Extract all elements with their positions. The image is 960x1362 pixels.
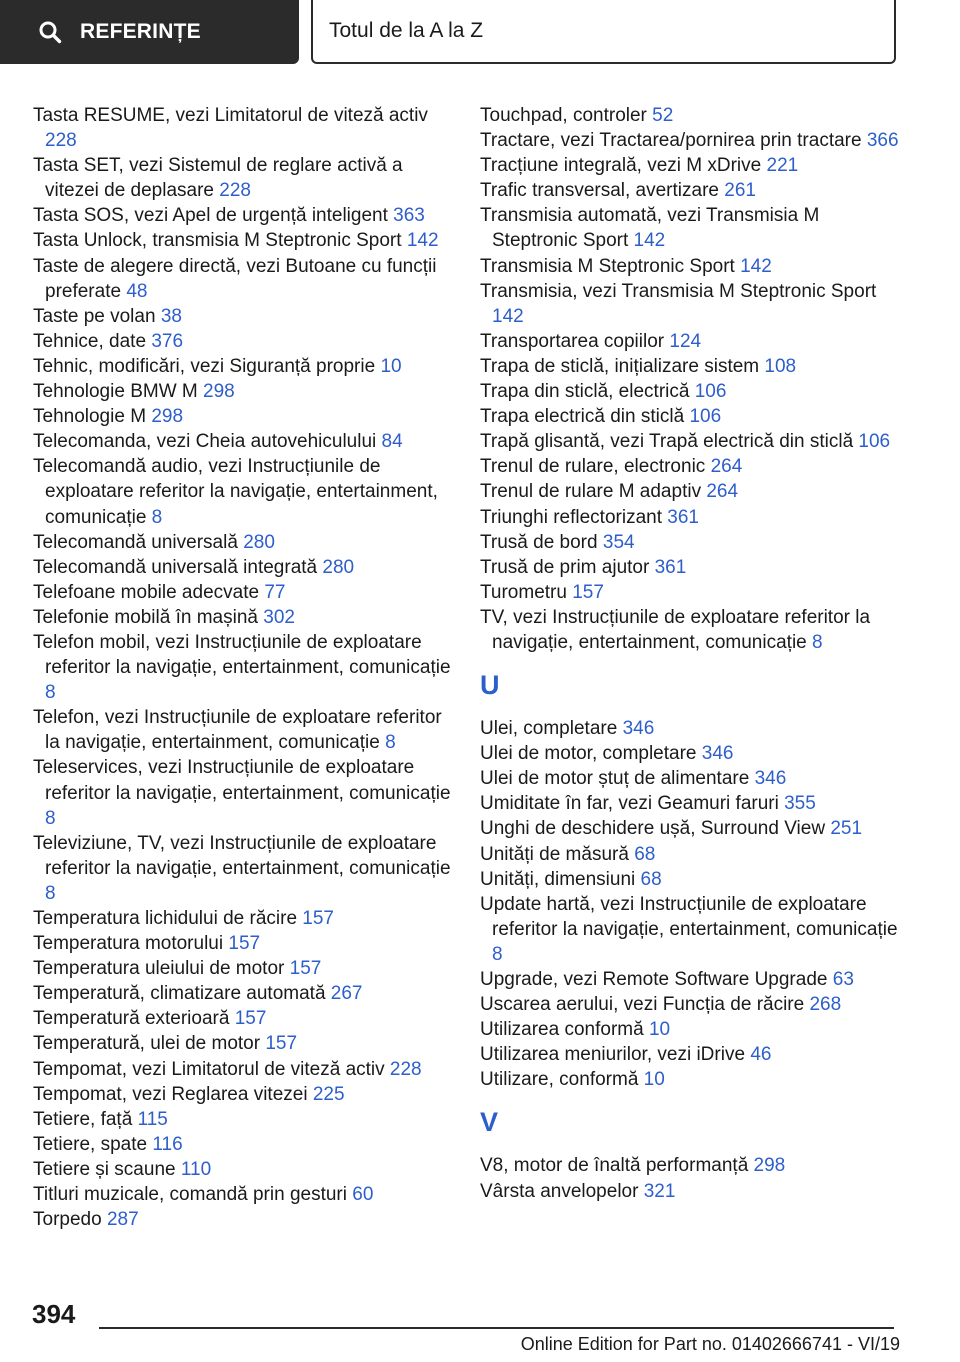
page-link[interactable]: 115 bbox=[137, 1108, 168, 1130]
index-entry-text: Tehnologie BMW M bbox=[33, 381, 198, 403]
page-link[interactable]: 142 bbox=[633, 230, 666, 252]
index-group-t bbox=[480, 103, 900, 655]
index-entry-text: Tempomat, vezi Limitatorul de viteză activ bbox=[33, 1058, 385, 1080]
index-entry-text: Trapa din sticlă, electrică bbox=[480, 381, 690, 403]
index-entry bbox=[33, 981, 453, 1006]
index-entry bbox=[480, 555, 900, 580]
index-entry bbox=[480, 103, 900, 128]
index-entry bbox=[480, 842, 900, 867]
page-link[interactable]: 8 bbox=[45, 807, 56, 829]
index-entry bbox=[480, 605, 900, 655]
index-entry bbox=[33, 103, 453, 153]
index-entry bbox=[480, 178, 900, 203]
index-entry-text: Tasta RESUME, vezi Limitatorul de viteză activ bbox=[33, 105, 428, 126]
index-entry bbox=[480, 379, 900, 404]
page-link[interactable]: 287 bbox=[106, 1209, 139, 1231]
index-entry-text: Telefon mobil, vezi Instrucțiunile de exploatare referitor la navigație, entertainment, comunicație bbox=[33, 631, 451, 679]
page-link[interactable]: 157 bbox=[289, 958, 322, 980]
index-entry-text: Trapă glisantă, vezi Trapă electrică din sticlă bbox=[480, 431, 854, 453]
index-entry bbox=[33, 429, 453, 454]
index-entry-text: Tasta SET, vezi Sistemul de reglare activă a vitezei de deplasare bbox=[33, 155, 403, 202]
index-entry-text: Temperatură exterioară bbox=[33, 1008, 230, 1030]
page-link[interactable]: 298 bbox=[203, 381, 235, 403]
index-entry-text: Transportarea copiilor bbox=[480, 330, 665, 352]
index-entry-text: Update hartă, vezi Instrucțiunile de exploatare referitor la navigație, entertainment, comunicație bbox=[480, 893, 898, 940]
index-column-left bbox=[33, 103, 453, 1232]
index-entry bbox=[480, 1017, 900, 1042]
page-link[interactable]: 261 bbox=[724, 180, 756, 202]
index-entry-text: Tetiere, față bbox=[33, 1108, 133, 1130]
page-link[interactable]: 157 bbox=[302, 908, 334, 929]
index-entry-text: Tehnic, modificări, vezi Siguranță proprie bbox=[33, 355, 376, 377]
page-link[interactable]: 63 bbox=[832, 969, 854, 990]
section-letter-v: V bbox=[480, 1107, 499, 1138]
index-entry-text: Telecomanda, vezi Cheia autovehiculului bbox=[33, 431, 377, 453]
index-entry bbox=[33, 956, 453, 981]
index-entry-text: Touchpad, controler bbox=[480, 105, 647, 126]
index-entry-text: Tractare, vezi Tractarea/pornirea prin tractare bbox=[480, 130, 862, 152]
index-entry-text: Turometru bbox=[480, 581, 567, 603]
index-entry bbox=[33, 555, 453, 580]
index-entry bbox=[480, 716, 900, 741]
page-link[interactable]: 354 bbox=[602, 531, 635, 553]
page-number: 394 bbox=[32, 1299, 76, 1329]
index-entry-text: Telefonie mobilă în mașină bbox=[33, 606, 258, 628]
index-entry-text: Trenul de rulare, electronic bbox=[480, 456, 706, 478]
page-link[interactable]: 142 bbox=[740, 255, 772, 277]
page-link[interactable]: 157 bbox=[572, 581, 604, 603]
page-link[interactable]: 77 bbox=[264, 581, 286, 603]
index-entry-text: Triunghi reflectorizant bbox=[480, 506, 662, 528]
index-entry bbox=[33, 530, 453, 555]
index-entry-text: Trapa electrică din sticlă bbox=[480, 406, 685, 428]
page-link[interactable]: 376 bbox=[151, 330, 184, 352]
page-link[interactable]: 10 bbox=[643, 1069, 665, 1091]
page-link[interactable]: 10 bbox=[648, 1019, 671, 1041]
page-link[interactable]: 366 bbox=[866, 130, 899, 152]
index-entry bbox=[33, 931, 453, 956]
index-entry bbox=[33, 329, 453, 354]
index-entry bbox=[480, 1153, 900, 1178]
index-entry bbox=[33, 1107, 453, 1132]
index-entry bbox=[480, 892, 900, 967]
page-link[interactable]: 142 bbox=[406, 230, 439, 252]
index-entry bbox=[480, 128, 900, 153]
page-link[interactable]: 361 bbox=[654, 556, 687, 578]
index-entry-text: Temperatură, ulei de motor bbox=[33, 1033, 261, 1055]
index-entry bbox=[33, 1057, 453, 1082]
index-entry-text: Utilizarea meniurilor, vezi iDrive bbox=[480, 1044, 746, 1066]
page-link[interactable]: 110 bbox=[180, 1158, 212, 1180]
index-entry bbox=[480, 867, 900, 892]
index-entry bbox=[33, 1006, 453, 1031]
index-entry bbox=[480, 354, 900, 379]
index-entry bbox=[33, 705, 453, 755]
index-entry bbox=[33, 1157, 453, 1182]
footer-edition: Online Edition for Part no. 01402666741 - VI/19 bbox=[520, 1334, 900, 1354]
index-group-u bbox=[480, 716, 900, 1092]
index-entry-text: Transmisia M Steptronic Sport bbox=[480, 255, 735, 277]
index-entry bbox=[480, 203, 900, 253]
index-entry bbox=[33, 580, 453, 605]
index-entry-text: Upgrade, vezi Remote Software Upgrade bbox=[480, 969, 828, 990]
index-entry bbox=[33, 153, 453, 203]
page-link[interactable]: 298 bbox=[753, 1155, 786, 1177]
index-entry bbox=[480, 530, 900, 555]
index-entry-text: Telefoane mobile adecvate bbox=[33, 581, 260, 603]
index-entry-text: Torpedo bbox=[33, 1209, 102, 1231]
page-link[interactable]: 225 bbox=[312, 1083, 345, 1105]
page-link[interactable]: 346 bbox=[622, 718, 655, 740]
index-entry bbox=[480, 505, 900, 530]
footer-divider bbox=[99, 1327, 894, 1329]
index-entry bbox=[33, 354, 453, 379]
index-entry-text: Taste pe volan bbox=[33, 305, 156, 327]
page-link[interactable]: 52 bbox=[652, 105, 674, 126]
page-link[interactable]: 346 bbox=[701, 743, 734, 765]
index-entry bbox=[33, 228, 453, 253]
page-link[interactable]: 68 bbox=[634, 843, 656, 865]
index-entry-text: Temperatură, climatizare automată bbox=[33, 983, 326, 1005]
index-entry bbox=[33, 630, 453, 705]
index-entry-text: Ulei de motor ștuț de alimentare bbox=[480, 768, 750, 790]
index-entry bbox=[480, 254, 900, 279]
index-entry-text: Tetiere, spate bbox=[33, 1133, 148, 1155]
page-link[interactable]: 68 bbox=[640, 868, 662, 890]
index-entry-text: Trenul de rulare M adaptiv bbox=[480, 481, 702, 503]
header-bar bbox=[0, 0, 960, 66]
index-group-v bbox=[480, 1153, 900, 1203]
page-link[interactable]: 8 bbox=[45, 682, 56, 704]
index-entry bbox=[480, 153, 900, 178]
index-entry bbox=[33, 203, 453, 228]
tab-index-label: Totul de la A la Z bbox=[329, 19, 484, 42]
index-entry-text: Temperatura motorului bbox=[33, 933, 224, 955]
page-link[interactable]: 106 bbox=[689, 406, 722, 428]
index-entry bbox=[480, 404, 900, 429]
index-entry bbox=[33, 254, 453, 304]
index-entry-text: Taste de alegere directă, vezi Butoane cu funcții preferate bbox=[33, 255, 437, 302]
index-entry-text: Tetiere și scaune bbox=[33, 1158, 176, 1180]
index-entry-text: Tasta Unlock, transmisia M Steptronic Sport bbox=[33, 230, 402, 252]
index-entry bbox=[480, 1042, 900, 1067]
index-entry-text: TV, vezi Instrucțiunile de exploatare referitor la navigație, entertainment, comunicație bbox=[480, 606, 871, 653]
index-entry-text: Transmisia, vezi Transmisia M Steptronic Sport bbox=[480, 280, 877, 302]
page-link[interactable]: 264 bbox=[706, 481, 739, 503]
index-entry-text: Telecomandă universală bbox=[33, 531, 238, 553]
index-entry bbox=[33, 605, 453, 630]
tab-references[interactable] bbox=[0, 0, 299, 64]
index-entry bbox=[480, 741, 900, 766]
page-link[interactable]: 157 bbox=[228, 933, 261, 955]
page-link[interactable]: 157 bbox=[265, 1033, 298, 1055]
page-link[interactable]: 142 bbox=[492, 305, 524, 327]
index-entry-text: Tehnologie M bbox=[33, 406, 147, 428]
page-link[interactable]: 8 bbox=[385, 732, 396, 754]
index-entry bbox=[33, 1207, 453, 1232]
page-link[interactable]: 48 bbox=[126, 280, 148, 302]
tab-index-a-z[interactable] bbox=[311, 0, 896, 64]
page-link[interactable]: 228 bbox=[219, 180, 251, 202]
index-entry-text: Trafic transversal, avertizare bbox=[480, 180, 719, 202]
index-entry bbox=[33, 379, 453, 404]
page-link[interactable]: 280 bbox=[322, 556, 355, 578]
page-link[interactable]: 10 bbox=[380, 355, 402, 377]
index-entry bbox=[33, 831, 453, 906]
index-entry bbox=[33, 1082, 453, 1107]
index-entry-text: Utilizarea conformă bbox=[480, 1019, 644, 1041]
index-entry bbox=[480, 791, 900, 816]
page-link[interactable]: 228 bbox=[389, 1058, 422, 1080]
page-link[interactable]: 298 bbox=[151, 406, 184, 428]
index-entry-text: Uscarea aerului, vezi Funcția de răcire bbox=[480, 994, 805, 1016]
index-entry-text: V8, motor de înaltă performanță bbox=[480, 1155, 749, 1177]
index-entry bbox=[480, 1067, 900, 1092]
page-link[interactable]: 8 bbox=[812, 631, 823, 653]
index-entry-text: Utilizare, conformă bbox=[480, 1069, 639, 1091]
index-entry-text: Transmisia automată, vezi Transmisia M Steptronic Sport bbox=[480, 205, 820, 252]
page-link[interactable]: 355 bbox=[784, 793, 816, 815]
index-entry-text: Vârsta anvelopelor bbox=[480, 1180, 639, 1202]
index-entry bbox=[480, 967, 900, 992]
page-link[interactable]: 46 bbox=[750, 1044, 772, 1066]
page-link[interactable]: 361 bbox=[667, 506, 699, 528]
index-entry bbox=[480, 279, 900, 329]
page-link[interactable]: 251 bbox=[830, 818, 863, 840]
page-link[interactable]: 363 bbox=[393, 205, 425, 227]
index-entry bbox=[480, 1179, 900, 1204]
index-entry-text: Tracțiune integrală, vezi M xDrive bbox=[480, 155, 762, 177]
page-link[interactable]: 302 bbox=[263, 606, 295, 628]
index-entry bbox=[480, 816, 900, 841]
page-link[interactable]: 346 bbox=[754, 768, 787, 790]
index-entry bbox=[480, 992, 900, 1017]
page-link[interactable]: 280 bbox=[243, 531, 275, 553]
index-entry-text: Titluri muzicale, comandă prin gesturi bbox=[33, 1184, 347, 1206]
index-entry bbox=[33, 1031, 453, 1056]
tab-references-label: REFERINȚE bbox=[80, 20, 201, 43]
index-entry bbox=[480, 766, 900, 791]
index-entry bbox=[480, 580, 900, 605]
index-entry-text: Ulei de motor, completare bbox=[480, 743, 697, 765]
index-entry-text: Unități de măsură bbox=[480, 843, 629, 865]
index-entry bbox=[33, 1132, 453, 1157]
index-column-right bbox=[480, 103, 900, 1204]
index-entry-text: Telefon, vezi Instrucțiunile de exploatare referitor la navigație, entertainment, comunicație bbox=[33, 707, 442, 754]
page-link[interactable]: 60 bbox=[352, 1184, 374, 1206]
search-icon bbox=[38, 20, 62, 44]
index-entry-text: Trapa de sticlă, inițializare sistem bbox=[480, 355, 760, 377]
index-entry bbox=[33, 404, 453, 429]
index-entry bbox=[33, 1182, 453, 1207]
page-link[interactable]: 108 bbox=[764, 355, 797, 377]
index-entry bbox=[33, 454, 453, 529]
index-entry bbox=[480, 429, 900, 454]
index-entry bbox=[480, 479, 900, 504]
index-entry-text: Unghi de deschidere ușă, Surround View bbox=[480, 818, 826, 840]
page-link[interactable]: 116 bbox=[152, 1133, 183, 1155]
index-entry-text: Tasta SOS, vezi Apel de urgență inteligent bbox=[33, 205, 388, 227]
page-link[interactable]: 8 bbox=[492, 943, 503, 965]
index-entry-text: Ulei, completare bbox=[480, 718, 618, 740]
page-link[interactable]: 228 bbox=[45, 130, 77, 152]
index-entry-text: Televiziune, TV, vezi Instrucțiunile de exploatare referitor la navigație, entertainment, comunicație bbox=[33, 832, 451, 879]
page-link[interactable]: 157 bbox=[234, 1008, 267, 1030]
index-entry-text: Temperatura lichidului de răcire bbox=[33, 908, 298, 929]
index-entry-text: Tempomat, vezi Reglarea vitezei bbox=[33, 1083, 308, 1105]
index-entry-text: Teleservices, vezi Instrucțiunile de exploatare referitor la navigație, entertainment, comunicație bbox=[33, 757, 451, 804]
page-link[interactable]: 267 bbox=[330, 983, 363, 1005]
page-link[interactable]: 8 bbox=[45, 882, 56, 904]
page-link[interactable]: 38 bbox=[160, 305, 182, 327]
section-letter-u: U bbox=[480, 670, 500, 701]
index-entry-text: Telecomandă universală integrată bbox=[33, 556, 318, 578]
index-entry-text: Umiditate în far, vezi Geamuri faruri bbox=[480, 793, 779, 815]
index-entry-text: Trusă de bord bbox=[480, 531, 598, 553]
index-entry-text: Unități, dimensiuni bbox=[480, 868, 636, 890]
page-link[interactable]: 84 bbox=[381, 431, 403, 453]
index-entry-text: Temperatura uleiului de motor bbox=[33, 958, 285, 980]
index-entry bbox=[33, 906, 453, 931]
page-link[interactable]: 124 bbox=[669, 330, 702, 352]
index-entry-text: Telecomandă audio, vezi Instrucțiunile de exploatare referitor la navigație, entertainment, comunicație bbox=[33, 456, 438, 528]
index-entry bbox=[33, 304, 453, 329]
index-entry bbox=[480, 454, 900, 479]
page-link[interactable]: 8 bbox=[151, 506, 163, 528]
index-entry-text: Trusă de prim ajutor bbox=[480, 556, 650, 578]
index-entry bbox=[480, 329, 900, 354]
page-link[interactable]: 106 bbox=[694, 381, 727, 403]
page-link[interactable]: 321 bbox=[643, 1180, 676, 1202]
index-entry-text: Tehnice, date bbox=[33, 330, 147, 352]
index-entry bbox=[33, 755, 453, 830]
page-link[interactable]: 268 bbox=[809, 994, 842, 1016]
page-link[interactable]: 106 bbox=[858, 431, 891, 453]
page-link[interactable]: 221 bbox=[766, 155, 799, 177]
page-link[interactable]: 264 bbox=[710, 456, 743, 478]
